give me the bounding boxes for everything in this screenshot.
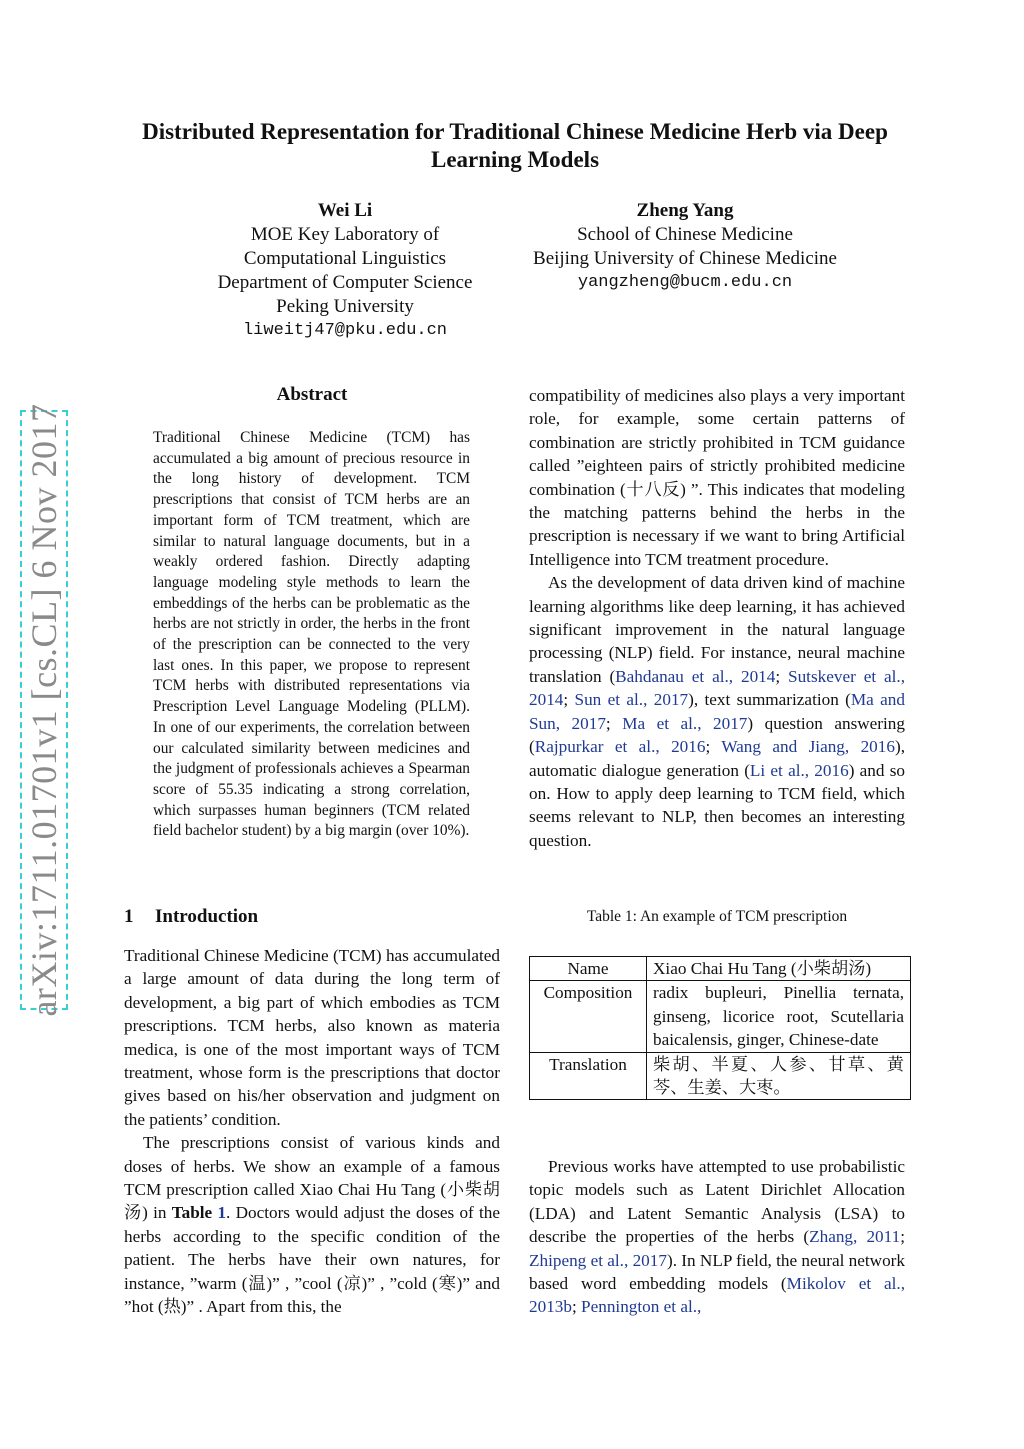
abstract-text: Traditional Chinese Medicine (TCM) has accumulated a big amount of precious resource in the long history of development. TCM prescriptions that consist of TCM herbs are an important form of TCM treatment, which are similar to natural language documents, but in a weakly ordered fashion. Directly adapting language modeling style methods to learn the embeddings of the herbs can be problematic as the herbs are not strictly in order, the herbs in the front of the prescription can be connected to the very last ones. In this paper, we propose to represent TCM herbs with distributed representations via Prescription Level Language Modeling (PLLM). In one of our experiments, the correlation between our calculated similarity between medicines and the judgment of professionals achieves a Spearman score of 55.35 indicating a strong correlation, which surpasses human beginners (TCM related field bachelor student) by a big margin (over 10%). xyxy=(153,429,470,840)
arxiv-stamp xyxy=(20,403,68,1017)
table-ref-word: Table xyxy=(171,1203,213,1223)
paper-title: Distributed Representation for Traditional Chinese Medicine Herb via Deep Learning Models xyxy=(142,119,888,172)
author-affiliation: Department of Computer Science xyxy=(217,272,473,293)
paragraph: As the development of data driven kind of machine learning algorithms like deep learning, it has achieved significant improvement in the natural language processing (NLP) field. For instance, neural machine translation (Bahdanau et al., 2014; Sutskever et al., 2014; Sun et al., 2017), text summarization (Ma and Sun, 2017; Ma et al., 2017) question answering (Rajpurkar et al., 2016; Wang and Jiang, 2016), automatic dialogue generation (Li et al., 2016) and so on. How to apply deep learning to TCM field, which seems relevant to NLP, then becomes an interesting question. xyxy=(529,573,905,850)
table-row xyxy=(530,1052,911,1100)
text-run: Previous works have attempted to use probabilistic topic models such as Latent Dirichlet Allocation (LDA) and Latent Semantic Analysis (LSA) to describe the properties of the herbs ( xyxy=(529,1157,905,1247)
citation-link[interactable]: Wang and Jiang, 2016 xyxy=(721,737,895,757)
section-heading xyxy=(124,906,258,928)
prescription-table xyxy=(529,956,911,1100)
citation-link[interactable]: Li et al., 2016 xyxy=(749,760,849,780)
abstract-heading: Abstract xyxy=(276,384,348,405)
table-row xyxy=(530,981,911,1052)
intro-left-column xyxy=(124,944,500,1319)
author-email[interactable]: liweitj47@pku.edu.cn xyxy=(242,321,448,340)
author-name: Zheng Yang xyxy=(636,200,734,221)
text-run: ). In NLP field, the neural network based word embedding models ( xyxy=(529,1250,905,1294)
citation-link[interactable]: Rajpurkar et al., 2016 xyxy=(534,737,706,757)
text-run: As the development of data driven kind of machine learning algorithms like deep learning, it has achieved significant improvement in the natural language processing (NLP) field. For instance, neural machine translation ( xyxy=(529,573,905,686)
author-block xyxy=(510,199,860,295)
text-run: The prescriptions consist of various kinds and doses of herbs. We show an example of a famous TCM prescription called Xiao Chai Hu Tang (小柴胡汤) in xyxy=(124,1133,500,1223)
author-affiliation: Peking University xyxy=(276,296,414,317)
text-run: ) and so on. How to apply deep learning to TCM field, which seems relevant to NLP, then becomes an interesting question. xyxy=(529,760,905,850)
intro-right-column-continued xyxy=(529,1155,905,1319)
author-affiliation: School of Chinese Medicine xyxy=(577,224,793,245)
author-affiliation: Beijing University of Chinese Medicine xyxy=(533,248,837,269)
table-cell-value: Xiao Chai Hu Tang (小柴胡汤) xyxy=(647,957,911,981)
section-title: Introduction xyxy=(155,906,259,927)
author-email[interactable]: yangzheng@bucm.edu.cn xyxy=(577,273,793,292)
table-cell-value: 柴胡、半夏、人参、甘草、黄芩、生姜、大枣。 xyxy=(647,1052,911,1100)
table-ref-link[interactable]: 1 xyxy=(217,1203,227,1223)
citation-link[interactable]: Zhang, 2011 xyxy=(809,1227,901,1247)
paragraph xyxy=(124,1131,500,1318)
citation-link[interactable]: Pennington et al., xyxy=(581,1297,702,1317)
citation-link[interactable]: Sutskever et al., 2014 xyxy=(529,666,905,710)
table-cell-key: Translation xyxy=(530,1052,647,1100)
citation-link[interactable]: Ma and Sun, 2017 xyxy=(529,690,905,733)
author-name: Wei Li xyxy=(317,200,373,221)
text-run: . Doctors would adjust the doses of the herbs according to the specific condition of the patient. The herbs have their own natures, for instance, ”warm (温)” , ”cool (凉)” , ”cold (寒)” and ”hot (热)” . Apart from this, the xyxy=(124,1203,501,1317)
paragraph: compatibility of medicines also plays a very important role, for example, some certain patterns of combination are strictly prohibited in TCM guidance called ”eighteen pairs of strictly prohibited medicine combination (十八反) ”. This indicates that modeling the matching patterns behind the herbs in the prescription is necessary if we want to bring Artificial Intelligence into TCM treatment procedure. xyxy=(529,386,905,569)
author-affiliation: Computational Linguistics xyxy=(243,248,447,269)
citation-link[interactable]: Ma et al., 2017 xyxy=(622,713,748,733)
author-block xyxy=(195,199,495,343)
citation-link[interactable]: Bahdanau et al., 2014 xyxy=(615,666,776,686)
text-run: ) question answering ( xyxy=(529,713,905,757)
table-row xyxy=(530,957,911,981)
table-cell-value: radix bupleuri, Pinellia ternata, ginseng, licorice root, Scutellaria baicalensis, ginger, Chinese-date xyxy=(647,981,911,1052)
paragraph: Traditional Chinese Medicine (TCM) has accumulated a large amount of data during the long term of development, a big part of which embodies as TCM prescriptions. TCM herbs, also known as materia medica, is one of the most important ways of TCM treatment, whose form is the prescriptions that doctor gives based on his/her observation and judgment on the patients’ condition. xyxy=(124,946,500,1129)
table-caption: Table 1: An example of TCM prescription xyxy=(586,908,848,925)
arxiv-id: arXiv:1711.01701v1 [cs.CL] 6 Nov 2017 xyxy=(24,403,64,1017)
citation-link[interactable]: Sun et al., 2017 xyxy=(574,690,689,710)
intro-right-column xyxy=(529,384,905,852)
citation-link[interactable]: Zhipeng et al., 2017 xyxy=(529,1250,667,1270)
text-run: ), automatic dialogue generation ( xyxy=(529,737,905,780)
author-affiliation: MOE Key Laboratory of xyxy=(250,224,440,245)
paragraph: Previous works have attempted to use probabilistic topic models such as Latent Dirichlet Allocation (LDA) and Latent Semantic Analysis (LSA) to describe the properties of the herbs (Zhang, 2011; Zhipeng et al., 2017). In NLP field, the neural network based word embedding models (Mikolov et al., 2013b; Pennington et al., xyxy=(529,1157,905,1317)
section-number: 1 xyxy=(124,906,134,927)
table-cell-key: Name xyxy=(530,957,647,981)
text-run: ), text summarization ( xyxy=(688,690,851,710)
citation-link[interactable]: Mikolov et al., 2013b xyxy=(529,1274,905,1317)
table-cell-key: Composition xyxy=(530,981,647,1052)
